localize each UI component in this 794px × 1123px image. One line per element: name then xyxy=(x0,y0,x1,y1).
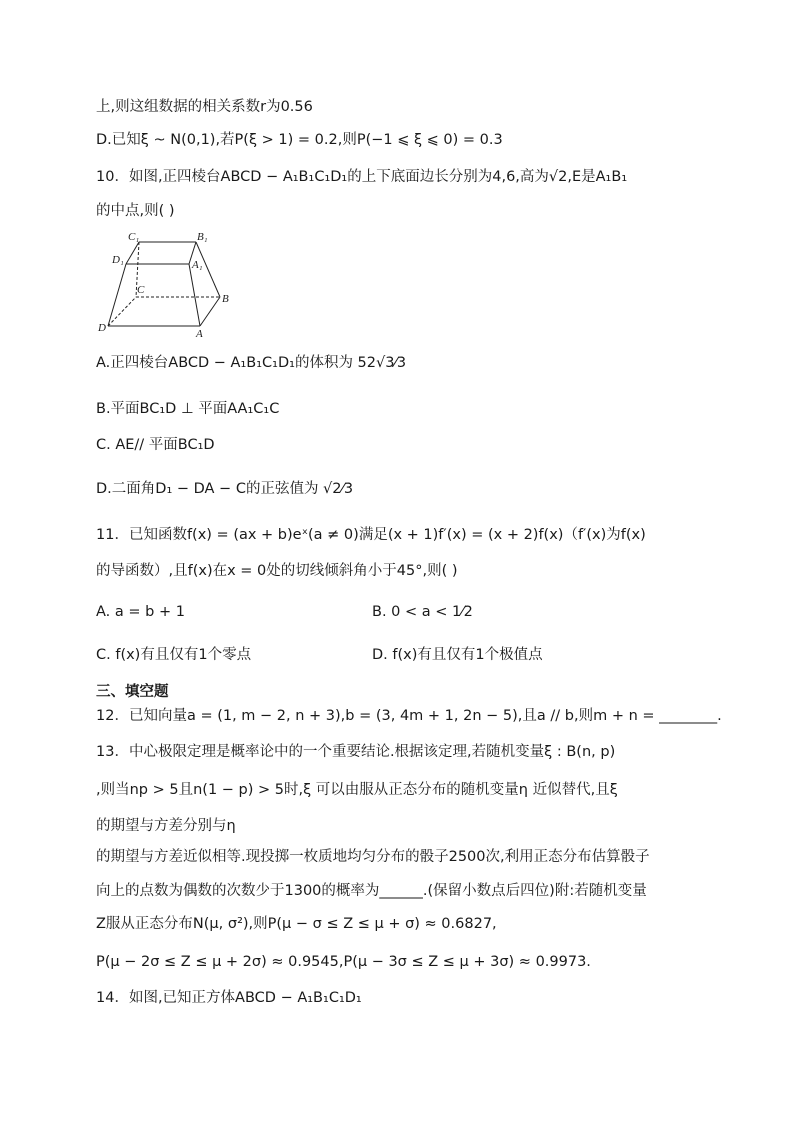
label-B1: B₁ xyxy=(197,231,208,243)
q10-option-a: A.正四棱台ABCD − A₁B₁C₁D₁的体积为 52√3⁄3 xyxy=(96,355,407,371)
question-10-stem: 10．如图,正四棱台ABCD − A₁B₁C₁D₁的上下底面边长分别为4,6,高为√2,E是A₁B₁ xyxy=(96,169,628,185)
frustum-figure xyxy=(96,228,246,338)
label-C1: C₁ xyxy=(128,231,140,243)
question-13-line-6: Z服从正态分布N(μ, σ²),则P(μ − σ ≤ Z ≤ μ + σ) ≈ 0.6827, xyxy=(96,916,497,932)
label-D1: D₁ xyxy=(112,254,124,266)
edge-AB xyxy=(200,297,220,326)
label-A1: A₁ xyxy=(192,259,203,271)
text-line-option-d-q9: D.已知ξ ~ N(0,1),若P(ξ > 1) = 0.2,则P(−1 ⩽ ξ ⩽ 0) = 0.3 xyxy=(96,132,503,148)
question-13-line-1: 13．中心极限定理是概率论中的一个重要结论.根据该定理,若随机变量ξ : B(n, p) xyxy=(96,744,616,760)
question-13-line-5: 向上的点数为偶数的次数少于1300的概率为______.(保留小数点后四位)附:若随机变量 xyxy=(96,883,647,899)
q10-option-c: C. AE// 平面BC₁D xyxy=(96,437,215,453)
text-line-1: 上,则这组数据的相关系数r为0.56 xyxy=(96,99,313,115)
q11-option-a: A. a = b + 1 xyxy=(96,604,185,620)
question-13-line-4: 的期望与方差近似相等.现投掷一枚质地均匀分布的骰子2500次,利用正态分布估算骰子 xyxy=(96,849,650,865)
label-B: B xyxy=(222,293,229,305)
question-10-stem-cont: 的中点,则( ) xyxy=(96,203,175,219)
q10-option-d: D.二面角D₁ − DA − C的正弦值为 √2⁄3 xyxy=(96,481,354,497)
section-heading-fill-blank: 三、填空题 xyxy=(96,684,169,700)
question-11-stem: 11．已知函数f(x) = (ax + b)eˣ(a ≠ 0)满足(x + 1)f′(x) = (x + 2)f(x)（f′(x)为f(x) xyxy=(96,527,646,543)
label-D: D xyxy=(98,322,106,334)
question-11-stem-cont: 的导函数）,且f(x)在x = 0处的切线倾斜角小于45°,则( ) xyxy=(96,563,458,579)
question-13-line-2: ,则当np > 5且n(1 − p) > 5时,ξ 可以由服从正态分布的随机变量η 近似替代,且ξ xyxy=(96,782,618,798)
label-C: C xyxy=(137,284,145,296)
question-14-stem: 14．如图,已知正方体ABCD − A₁B₁C₁D₁ xyxy=(96,990,362,1006)
q11-option-b: B. 0 < a < 1⁄2 xyxy=(372,604,473,620)
label-A: A xyxy=(196,328,203,338)
q11-option-c: C. f(x)有且仅有1个零点 xyxy=(96,647,252,663)
question-12: 12．已知向量a = (1, m − 2, n + 3),b = (3, 4m + 1, 2n − 5),且a // b,则m + n = ________. xyxy=(96,708,722,724)
edge-A1A xyxy=(189,264,200,326)
edge-D1C1 xyxy=(126,242,139,264)
question-13-line-3: 的期望与方差分别与η xyxy=(96,818,236,834)
q10-option-b: B.平面BC₁D ⊥ 平面AA₁C₁C xyxy=(96,401,280,417)
question-13-line-7: P(μ − 2σ ≤ Z ≤ μ + 2σ) ≈ 0.9545,P(μ − 3σ ≤ Z ≤ μ + 3σ) ≈ 0.9973. xyxy=(96,954,591,970)
q11-option-d: D. f(x)有且仅有1个极值点 xyxy=(372,647,543,663)
